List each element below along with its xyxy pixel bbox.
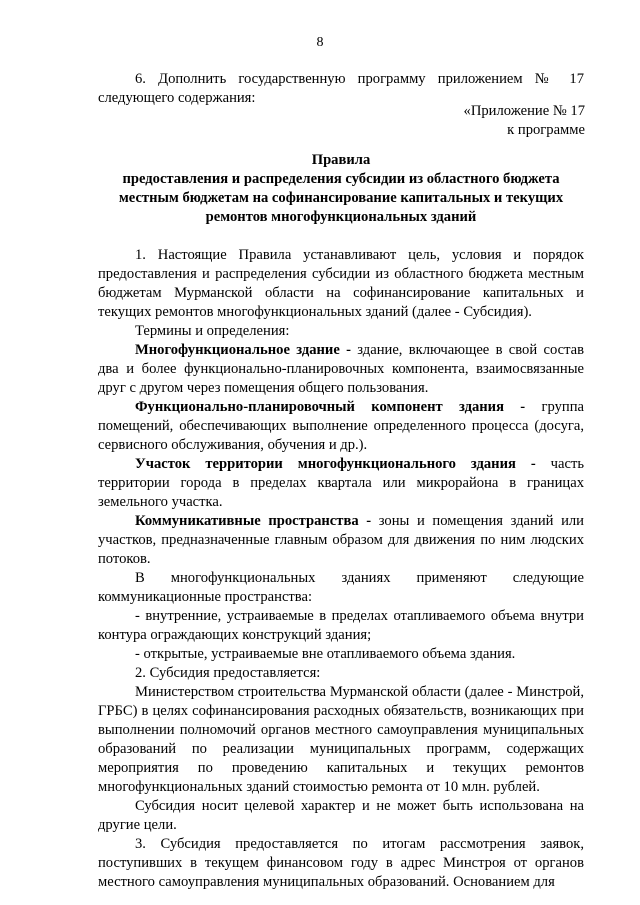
word: применяют	[416, 570, 487, 586]
title-line-1: Правила	[311, 152, 371, 168]
definition-4	[98, 512, 584, 569]
document-body	[98, 246, 584, 892]
external-spaces: - открытые, устраиваемые вне отапливаемого объема здания.	[135, 646, 516, 662]
intro-paragraph: 6. Дополнить государственную программу приложением № 17 следующего содержания:	[98, 71, 584, 106]
section-3-paragraph: 3. Субсидия предоставляется по итогам рассмотрения заявок, поступивших в текущем финансовом году в адрес Минстроя от органов местного самоуправления муниципальных образований. Основанием для	[98, 836, 584, 890]
definition-3-term: Участок территории многофункционального здания -	[135, 456, 536, 472]
definition-4-text: зоны и помещения зданий или участков, предназначенные главным образом для движения по ним людских потоков.	[98, 513, 584, 567]
title-line-3: местным бюджетам на софинансирование капитальных и текущих	[118, 190, 564, 206]
word: многофункциональных	[170, 570, 316, 586]
word: В	[135, 570, 145, 586]
page-number: 8	[316, 35, 324, 50]
definition-4-term: Коммуникативные пространства -	[135, 513, 372, 529]
definition-1	[98, 341, 584, 398]
document-title	[98, 151, 584, 227]
appendix-line-1: «Приложение № 17	[463, 103, 585, 119]
definition-1-term: Многофункциональное здание -	[135, 342, 351, 358]
word: следующие	[512, 570, 584, 586]
spaces-sentence-continuation: коммуникационные пространства:	[98, 589, 313, 605]
spaces-sentence-line	[98, 569, 584, 588]
paragraph-1: 1. Настоящие Правила устанавливают цель, условия и порядок предоставления и распределения субсидии из областного бюджета местным бюджетам Мурманской области на софинансирование капитальных и текущих ремонтов многофункциональных зданий (далее - Субсидия).	[98, 247, 584, 320]
ministry-paragraph: Министерством строительства Мурманской области (далее - Минстрой, ГРБС) в целях софинансирования расходных обязательств, возникающих при выполнении полномочий органов местного самоуправления муниципальных образований по реализации муниципальных программ, содержащих мероприятия по проведению капитальных и текущих ремонтов многофункциональных зданий стоимостью ремонта от 10 млн. рублей.	[98, 684, 584, 795]
target-paragraph: Субсидия носит целевой характер и не может быть использована на другие цели.	[98, 798, 584, 833]
definition-2-text: группа помещений, обеспечивающих выполнение определенного процесса (досуга, сервисного обслуживания, обучения и др.).	[98, 399, 584, 453]
definition-3	[98, 455, 584, 512]
title-line-2: предоставления и распределения субсидии из областного бюджета	[122, 171, 560, 187]
title-line-4: ремонтов многофункциональных зданий	[205, 209, 477, 225]
appendix-line-2: к программе	[507, 122, 585, 138]
definition-1-text: здание, включающее в свой состав два и более функционально-планировочных компонента, взаимосвязанные друг с другом через помещения общего пользования.	[98, 342, 585, 396]
internal-spaces: - внутренние, устраиваемые в пределах отапливаемого объема внутри контура ограждающих конструкций здания;	[98, 608, 584, 643]
definition-2	[98, 398, 584, 455]
terms-heading: Термины и определения:	[135, 323, 290, 339]
section-2-heading: 2. Субсидия предоставляется:	[135, 665, 321, 681]
word: зданиях	[341, 570, 391, 586]
definition-3-text: часть территории города в пределах квартала или микрорайона в границах земельного участка.	[98, 456, 584, 510]
definition-2-term: Функционально-планировочный компонент здания -	[135, 399, 526, 415]
appendix-reference	[464, 102, 585, 140]
